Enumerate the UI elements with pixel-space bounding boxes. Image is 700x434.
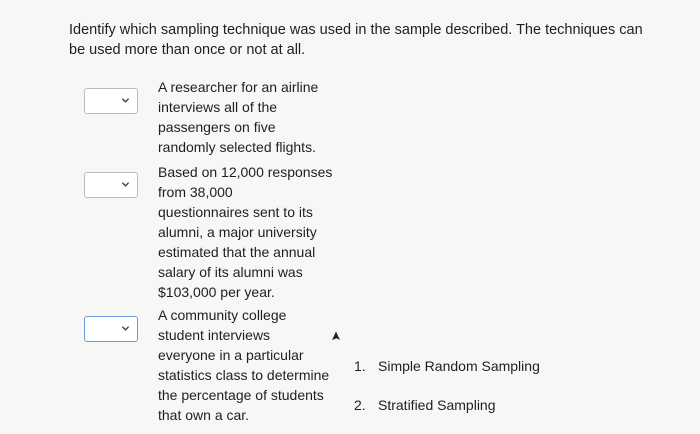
question-3-line: statistics class to determine: [158, 367, 330, 383]
question-1-line: interviews all of the: [158, 99, 278, 115]
question-1-line: randomly selected flights.: [158, 139, 316, 155]
question-2-line: from 38,000: [158, 184, 233, 200]
question-3-line: the percentage of students: [158, 387, 324, 403]
question-3-line: A community college: [158, 307, 287, 323]
answer-options-list: [350, 356, 540, 434]
chevron-down-icon: [121, 324, 130, 333]
question-2-line: estimated that the annual: [158, 244, 316, 260]
option-label: Simple Random Sampling: [378, 358, 540, 374]
option-number: 1.: [354, 358, 366, 374]
question-3-line: everyone in a particular: [158, 347, 304, 363]
answer-option: [350, 356, 540, 395]
question-1-text: [158, 77, 318, 157]
question-2-text: [158, 162, 332, 302]
question-3-line: that own a car.: [158, 407, 250, 423]
question-2-line: alumni, a major university: [158, 224, 317, 240]
instructions-text: Identify which sampling technique was used in the sample described. The techniques can be used more than once or not at all.: [69, 22, 643, 58]
answer-select-1[interactable]: [84, 88, 138, 114]
chevron-down-icon: [121, 96, 130, 105]
question-2-line: questionnaires sent to its: [158, 204, 313, 220]
question-1-line: A researcher for an airline: [158, 79, 319, 95]
option-number: 2.: [354, 397, 366, 413]
question-2-line: Based on 12,000 responses: [158, 164, 333, 180]
mouse-cursor-icon: [331, 331, 341, 343]
answer-select-3[interactable]: [84, 316, 138, 342]
question-1-line: passengers on five: [158, 119, 276, 135]
option-label: Stratified Sampling: [378, 397, 496, 413]
question-2-line: salary of its alumni was: [158, 264, 303, 280]
chevron-down-icon: [121, 180, 130, 189]
answer-select-2[interactable]: [84, 172, 138, 198]
question-3-line: student interviews: [158, 327, 271, 343]
answer-option: [350, 395, 540, 434]
question-3-text: [158, 305, 329, 425]
question-2-line: $103,000 per year.: [158, 284, 275, 300]
